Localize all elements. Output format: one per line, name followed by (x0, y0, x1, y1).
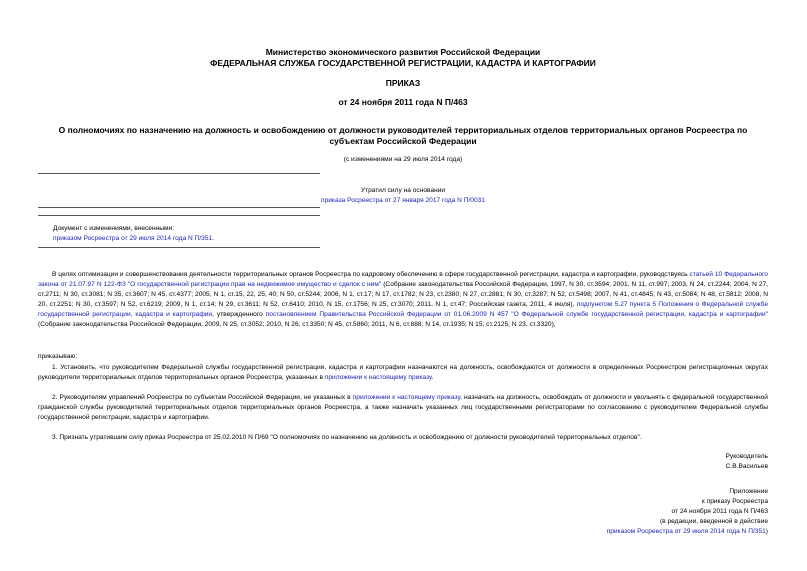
item-1: 1. Установить, что руководителем Федеральной службы государственной регистрации, кадастра и картографии назначаются на должность, освобождаются от должности в определенных Росреестром регистрационных округах руководители территориальных отделов территориальных органов Росреестра, указанных в приложении к настоящему приказу. (38, 364, 768, 381)
doc-date: от 24 ноября 2011 года N П/463 (338, 97, 468, 107)
signature-name: С.В.Васильев (725, 463, 768, 470)
order-word: приказываю: (38, 353, 78, 360)
signature-role: Руководитель (725, 453, 768, 460)
expired-label: Утратил силу на основании (360, 187, 446, 194)
item-3: 3. Признать утратившим силу приказ Росреестра от 25.02.2010 N П/69 "О полномочиях по назначению на должность и освобождению от должности руководителей территориальных отделов". (52, 434, 642, 441)
amended-note: (с изменениями на 29 июля 2014 года) (343, 156, 463, 163)
appendix-label: Приложение (729, 488, 768, 495)
service-name: ФЕДЕРАЛЬНАЯ СЛУЖБА ГОСУДАРСТВЕННОЙ РЕГИСТРАЦИИ, КАДАСТРА И КАРТОГРАФИИ (210, 58, 596, 68)
appendix-edition: (в редакции, введенной в действие (659, 518, 768, 525)
appendix-amend: приказом Росреестра от 29 июля 2014 года N П/351) (606, 528, 768, 535)
preamble-paragraph: В целях оптимизации и совершенствования деятельности территориальных органов Росреестра по кадровому обеспечению в сфере государственной регистрации, кадастра и картографии, руководствуясь статьей 10 Федерального закона от 21.07.97 N 122-ФЗ "О государственной регистрации прав на недвижимое имущество и сделок с ним" (Собрание законодательства Российской Федерации, 1997, N 30, ст.3594; 2001, N 11, ст.997; 2003, N 24, ст.2244; 2004, N 27, ст.2711; N 30, ст.3081; N 35, ст.3607; N 45, ст.4377; 2005, N 1, ст.15, 22, 25, 40; N 50, ст.5244; 2006, N 1, ст.17; N 17, ст.1782; N 23, ст.2380; N 27, ст.2881; N 30, ст.3287; N 52, ст.5498; 2007, N 41, ст.4845; N 43, ст.5084; N 48, ст.5812; 2008, N 20, ст.2251; N 30, ст.3597; N 52, ст.6219; 2009, N 1, ст.14; N 29, ст.3611; N 52, ст.6410; 2010, N 15, ст.1756; N 25, ст.3070; 2011, N 1, ст.47; Российская газета, 2011, 4 июля), подпунктом 5.27 пункта 5 Положения о Федеральной службе государственной регистрации, кадастра и картографии, утвержденного постановлением Правительства Российской Федерации от 01.06.2009 N 457 "О Федеральной службе государственной регистрации, кадастра и картографии" (Собрание законодательства Российской Федерации, 2009, N 25, ст.3052; 2010, N 26, ст.3350; N 45, ст.5860; 2011, N 6, ст.888; N 14, ст.1935; N 15, ст.2125; N 23, ст.3320), (38, 271, 769, 328)
law-122-link[interactable]: статьей 10 Федерального закона от 21.07.97 N 122-ФЗ "О государственной регистрации прав на недвижимое имущество и сделок с ним" (38, 271, 768, 288)
appendix-to: к приказу Росреестра (701, 498, 768, 505)
expired-link[interactable]: приказа Росреестра от 27 января 2017 года N П/0031 (321, 197, 485, 204)
doc-type: ПРИКАЗ (385, 78, 421, 88)
divider (38, 173, 320, 174)
appendix-amend-link[interactable]: приказом Росреестра от 29 июля 2014 года N П/351 (606, 528, 766, 535)
amend-link[interactable]: приказом Росреестра от 29 июля 2014 года N П/351. (53, 235, 214, 242)
decree-457-link[interactable]: постановлением Правительства Российской Федерации от 01.06.2009 N 457 "О Федеральной службе государственной регистрации, кадастра и картографии" (265, 311, 768, 318)
doc-title-line1: О полномочиях по назначению на должность и освобождению от должности руководителей территориальных отделов территориальных органов Росреестра по (58, 125, 748, 135)
doc-title-line2: субъектам Российской Федерации (329, 136, 477, 146)
ministry-name: Министерство экономического развития Российской Федерации (265, 47, 541, 57)
appendix-link-2[interactable]: приложении к настоящему приказу (352, 394, 461, 401)
item-2: 2. Руководителям управлений Росреестра по субъектам Российской Федерации, не указанных в приложении к настоящему приказу, назначать на должность, освобождать от должности и увольнять с федеральной государственной гражданской службы руководителей территориальных отделов территориальных органов Росреестра, а также назначать указанных лиц государственными регистраторами по согласованию с руководителем Федеральной службы государственной регистрации, кадастра и картографии. (38, 394, 768, 421)
divider (38, 215, 320, 216)
divider (38, 247, 320, 248)
appendix-link-1[interactable]: приложении к настоящему приказу (324, 374, 432, 381)
document-page (38, 0, 768, 571)
regulation-link[interactable]: подпунктом 5.27 пункта 5 Положения о Федеральной службе государственной регистрации, кадастра и картографии (38, 301, 768, 318)
appendix-date: от 24 ноября 2011 года N П/463 (671, 508, 768, 515)
amend-label: Документ с изменениями, внесенными: (53, 225, 175, 232)
divider (38, 207, 320, 208)
